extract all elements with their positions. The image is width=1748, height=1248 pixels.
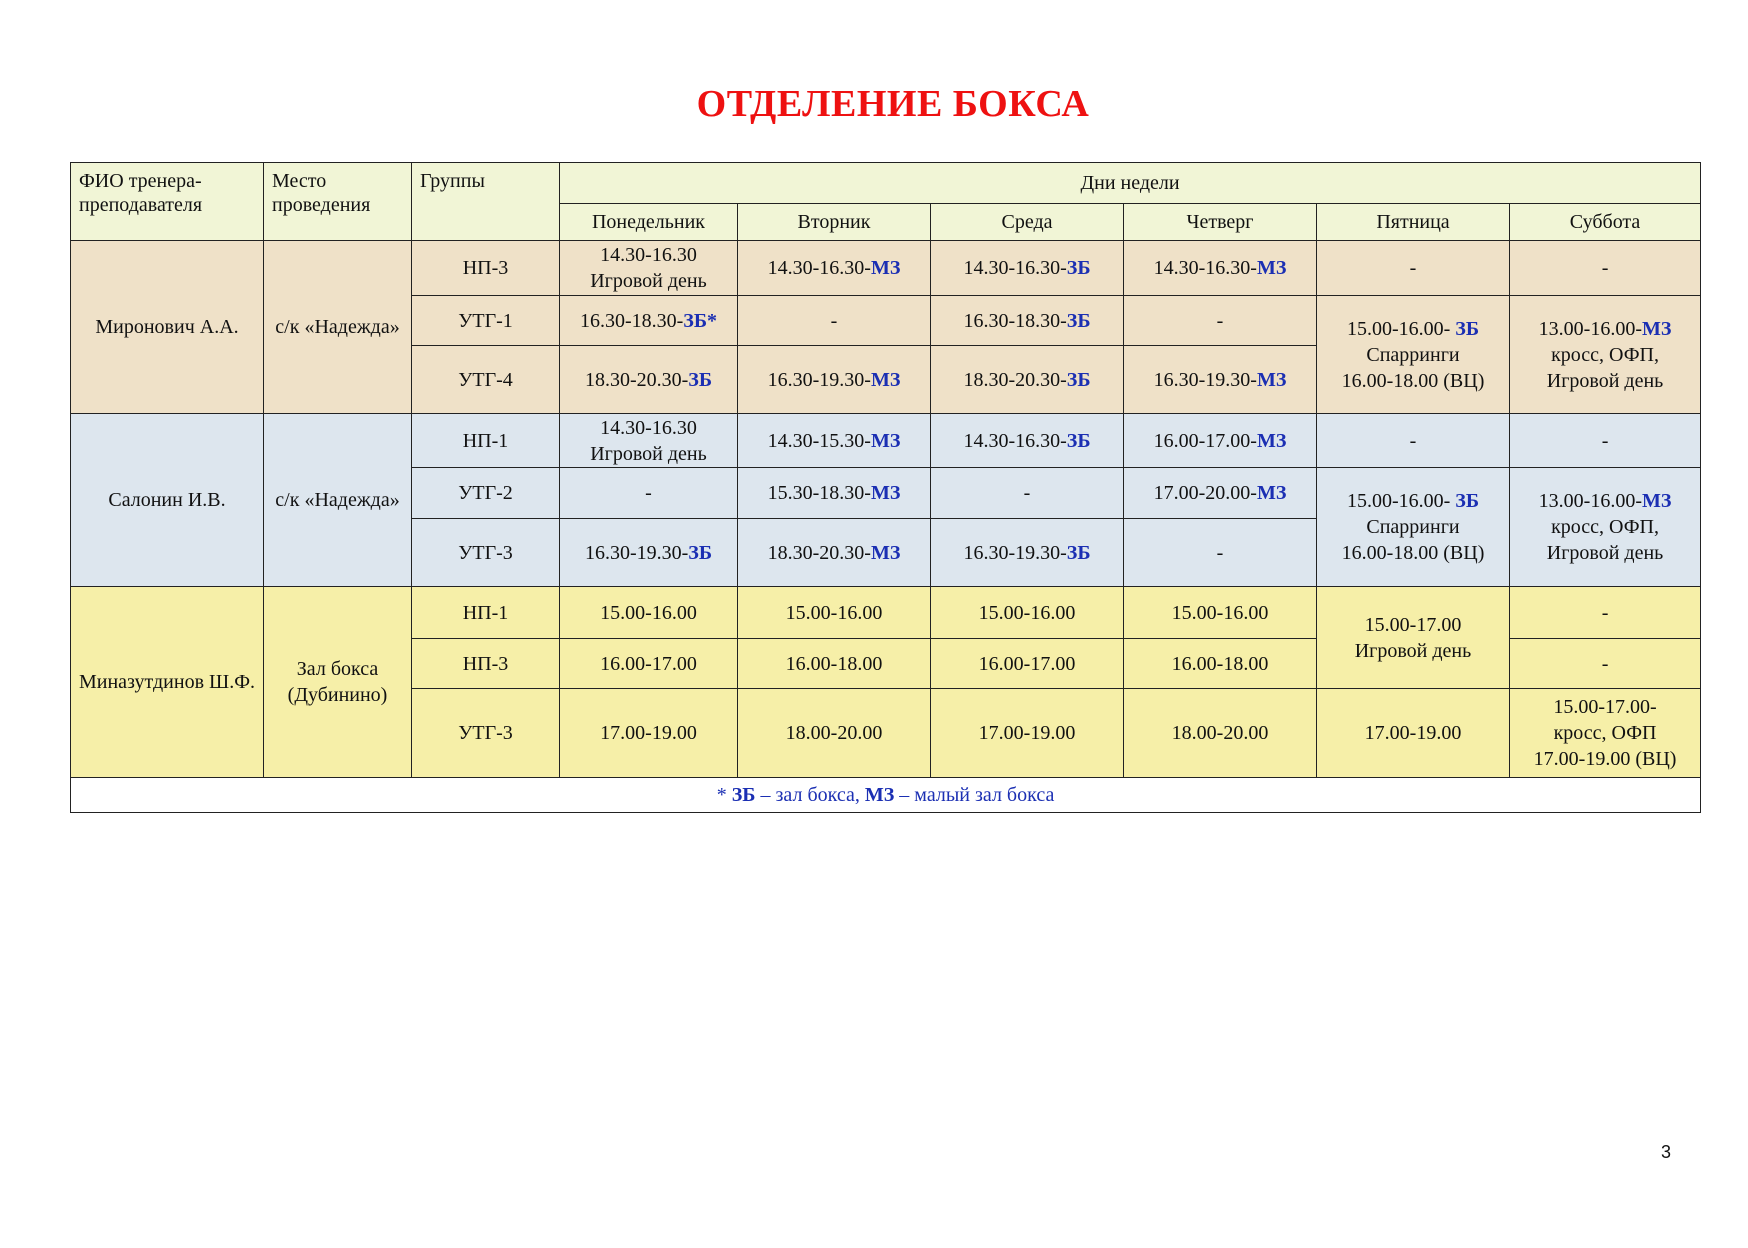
schedule-cell: 16.30-19.30-МЗ — [738, 346, 931, 414]
trainer-name: Салонин И.В. — [71, 414, 264, 587]
schedule-cell: 14.30-16.30-МЗ — [738, 241, 931, 296]
schedule-cell: 16.30-19.30-ЗБ — [560, 519, 738, 587]
header-thursday: Четверг — [1124, 204, 1317, 241]
group-label: УТГ-1 — [412, 296, 560, 346]
friday-cell: 17.00-19.00 — [1317, 689, 1510, 778]
header-place: Место проведения — [264, 163, 412, 241]
header-friday: Пятница — [1317, 204, 1510, 241]
schedule-cell: 15.00-16.00 — [1124, 587, 1317, 639]
header-days: Дни недели — [560, 163, 1701, 204]
schedule-cell: 17.00-19.00 — [560, 689, 738, 778]
group-label: УТГ-2 — [412, 468, 560, 519]
schedule-cell: 14.30-16.30 Игровой день — [560, 241, 738, 296]
schedule-cell: - — [1510, 414, 1701, 468]
schedule-cell: 18.00-20.00 — [1124, 689, 1317, 778]
schedule-cell: - — [560, 468, 738, 519]
friday-cell: 15.00-17.00 Игровой день — [1317, 587, 1510, 689]
schedule-cell: 17.00-19.00 — [931, 689, 1124, 778]
schedule-cell: 16.30-19.30-МЗ — [1124, 346, 1317, 414]
training-place: с/к «Надежда» — [264, 241, 412, 414]
trainer-name: Миназутдинов Ш.Ф. — [71, 587, 264, 778]
schedule-cell: 16.00-17.00 — [560, 639, 738, 689]
schedule-cell: 16.00-17.00 — [931, 639, 1124, 689]
schedule-cell: 15.30-18.30-МЗ — [738, 468, 931, 519]
table-row — [71, 414, 1701, 468]
trainer-name: Миронович А.А. — [71, 241, 264, 414]
schedule-cell: 15.00-16.00 — [931, 587, 1124, 639]
group-label: НП-1 — [412, 414, 560, 468]
schedule-cell: 14.30-16.30-ЗБ — [931, 414, 1124, 468]
header-monday: Понедельник — [560, 204, 738, 241]
saturday-cell: - — [1510, 639, 1701, 689]
schedule-cell: - — [1124, 296, 1317, 346]
table-row — [71, 241, 1701, 296]
page-title: ОТДЕЛЕНИЕ БОКСА — [696, 83, 1090, 125]
schedule-cell: 14.30-16.30 Игровой день — [560, 414, 738, 468]
training-place: с/к «Надежда» — [264, 414, 412, 587]
schedule-cell: 18.30-20.30-МЗ — [738, 519, 931, 587]
schedule-cell: - — [931, 468, 1124, 519]
schedule-cell: 16.30-18.30-ЗБ — [931, 296, 1124, 346]
schedule-cell: 18.00-20.00 — [738, 689, 931, 778]
schedule-cell: 16.00-18.00 — [1124, 639, 1317, 689]
saturday-cell: 13.00-16.00-МЗ кросс, ОФП, Игровой день — [1510, 468, 1701, 587]
footnote: * ЗБ – зал бокса, МЗ – малый зал бокса — [71, 778, 1701, 813]
schedule-cell: - — [738, 296, 931, 346]
schedule-cell: 15.00-16.00 — [560, 587, 738, 639]
schedule-cell: - — [1317, 414, 1510, 468]
schedule-cell: 14.30-16.30-МЗ — [1124, 241, 1317, 296]
schedule-cell: - — [1510, 241, 1701, 296]
schedule-cell: 16.00-18.00 — [738, 639, 931, 689]
group-label: УТГ-3 — [412, 519, 560, 587]
schedule-cell: 17.00-20.00-МЗ — [1124, 468, 1317, 519]
header-groups: Группы — [412, 163, 560, 241]
schedule-cell: 16.00-17.00-МЗ — [1124, 414, 1317, 468]
friday-cell: 15.00-16.00- ЗБ Спарринги 16.00-18.00 (ВЦ) — [1317, 296, 1510, 414]
schedule-cell: 18.30-20.30-ЗБ — [560, 346, 738, 414]
group-label: НП-3 — [412, 241, 560, 296]
schedule-cell: 16.30-18.30-ЗБ* — [560, 296, 738, 346]
schedule-cell: 16.30-19.30-ЗБ — [931, 519, 1124, 587]
schedule-cell: 14.30-15.30-МЗ — [738, 414, 931, 468]
schedule-cell: 18.30-20.30-ЗБ — [931, 346, 1124, 414]
saturday-cell: - — [1510, 587, 1701, 639]
schedule-cell: - — [1317, 241, 1510, 296]
header-tuesday: Вторник — [738, 204, 931, 241]
table-row — [71, 587, 1701, 639]
friday-cell: 15.00-16.00- ЗБ Спарринги 16.00-18.00 (ВЦ) — [1317, 468, 1510, 587]
group-label: НП-3 — [412, 639, 560, 689]
group-label: УТГ-3 — [412, 689, 560, 778]
schedule-table — [70, 162, 1701, 813]
saturday-cell: 15.00-17.00- кросс, ОФП 17.00-19.00 (ВЦ) — [1510, 689, 1701, 778]
schedule-cell: - — [1124, 519, 1317, 587]
page-number: 3 — [1661, 1142, 1672, 1162]
saturday-cell: 13.00-16.00-МЗ кросс, ОФП, Игровой день — [1510, 296, 1701, 414]
schedule-cell: 14.30-16.30-ЗБ — [931, 241, 1124, 296]
group-label: УТГ-4 — [412, 346, 560, 414]
training-place: Зал бокса (Дубинино) — [264, 587, 412, 778]
group-label: НП-1 — [412, 587, 560, 639]
schedule-cell: 15.00-16.00 — [738, 587, 931, 639]
header-wednesday: Среда — [931, 204, 1124, 241]
header-saturday: Суббота — [1510, 204, 1701, 241]
header-trainer: ФИО тренера-преподавателя — [71, 163, 264, 241]
